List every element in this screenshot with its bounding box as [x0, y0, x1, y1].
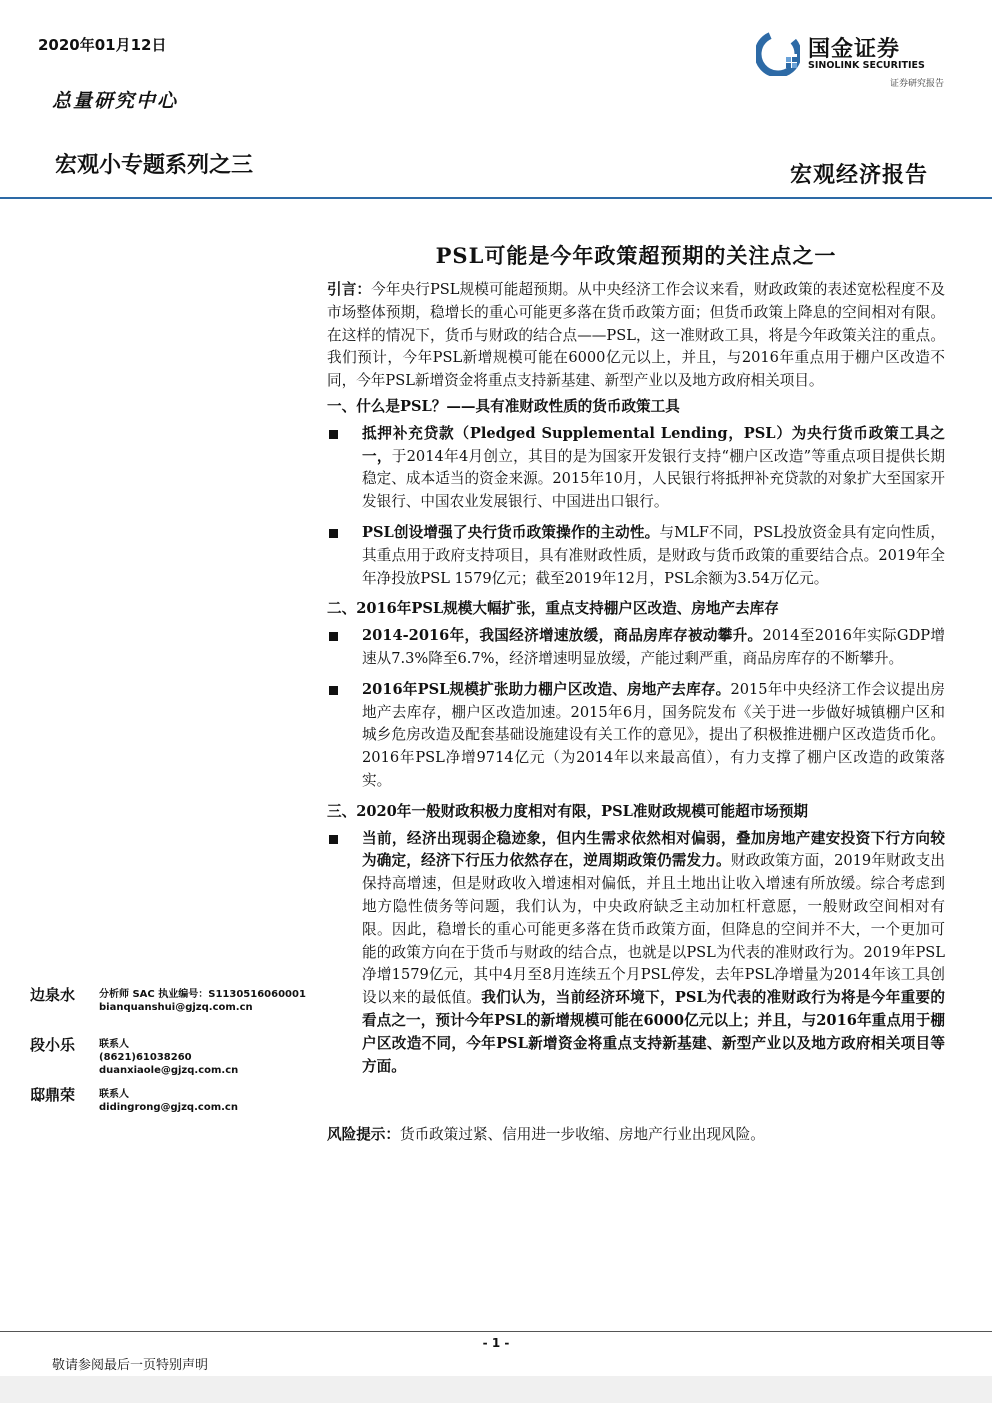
- bullet-item: [327, 522, 945, 590]
- bullet-lead: PSL创设增强了央行货币政策操作的主动性。: [362, 523, 660, 541]
- report-body: [327, 279, 945, 1147]
- analyst-phone: (8621)61038260: [99, 1052, 192, 1063]
- bullet-item: [327, 679, 945, 793]
- bullet-lead: 抵押补充贷款（Pledged Supplemental Lending，PSL）为央行货币政策工具之一，: [362, 424, 945, 465]
- bullet-lead: 2014-2016年，我国经济增速放缓，商品房库存被动攀升。: [362, 627, 763, 645]
- risk-label: 风险提示：: [327, 1126, 400, 1144]
- bullet-text: 2015年中央经济工作会议提出房地产去库存，棚户区改造加速。2015年6月，国务院发布《关于进一步做好城镇棚户区和城乡危房改造及配套基础设施建设有关工作的意见》，提出了积极推进棚户区改造货币化。2016年PSL净增9714亿元（为2014年以来最高值），有力支撑了棚户区改造的政策落实。: [362, 680, 945, 789]
- analyst-panel: [30, 984, 320, 1134]
- analyst-card: [30, 984, 320, 1028]
- bullet-text: 与MLF不同，PSL投放资金具有定向性质，其重点用于政府支持项目，具有准财政性质，是财政与货币政策的重要结合点。2019年全年净投放PSL 1579亿元；截至2019年12月，PSL余额为3.54万亿元。: [362, 523, 945, 587]
- intro-text: 今年央行PSL规模可能超预期。从中央经济工作会议来看，财政政策的表述宽松程度不及市场整体预期，稳增长的重心可能更多落在货币政策方面；但货币政策上降息的空间相对有限。在这样的情况下，货币与财政的结合点——PSL，这一准财政工具，将是今年政策关注的重点。我们预计，今年PSL新增规模可能在6000亿元以上，并且，与2016年重点用于棚户区改造不同，今年PSL新增资金将重点支持新基建、新型产业以及地方政府相关项目。: [327, 281, 945, 390]
- bullet-text: 于2014年4月创立，其目的是为国家开发银行支持“棚户区改造”等重点项目提供长期稳定、成本适当的资金来源。2015年10月，人民银行将抵押补充贷款的对象扩大至国家开发银行、中国农业发展银行、中国进出口银行。: [362, 447, 945, 511]
- analyst-name: 边泉水: [30, 986, 76, 1004]
- section-heading: 一、什么是PSL？——具有准财政性质的货币政策工具: [327, 397, 680, 415]
- report-date: 2020年01月12日: [38, 36, 167, 54]
- square-bullet-icon: [329, 632, 338, 641]
- page-number: - 1 -: [482, 1336, 510, 1350]
- analyst-info: [99, 988, 306, 1014]
- bullet-item: [327, 625, 945, 671]
- risk-warning: [327, 1124, 945, 1147]
- bullet-item: [327, 828, 945, 1079]
- analyst-card: [30, 1034, 320, 1078]
- bullet-lead: 当前，经济出现弱企稳迹象，但内生需求依然相对偏弱，叠加房地产建安投资下行方向较为确定，经济下行压力依然存在，逆周期政策仍需发力。: [362, 829, 945, 870]
- header-divider: [0, 197, 992, 199]
- section-heading: 三、2020年一般财政积极力度相对有限，PSL准财政规模可能超市场预期: [327, 802, 809, 820]
- company-logo: [756, 30, 946, 90]
- analyst-email: bianquanshui@gjzq.com.cn: [99, 1002, 253, 1013]
- footer-disclaimer: 敬请参阅最后一页特别声明: [52, 1358, 209, 1373]
- analyst-info: [99, 1088, 238, 1114]
- bullet-item: [327, 423, 945, 514]
- bullet-conclusion: 我们认为，当前经济环境下，PSL为代表的准财政行为将是今年重要的看点之一，: [362, 989, 945, 1029]
- risk-text: 货币政策过紧、信用进一步收缩、房地产行业出现风险。: [399, 1126, 765, 1144]
- bullet-forecast: 预计今年PSL的新增规模可能在6000亿元以上；并且，与2016年重点用于棚户区改造不同，今年PSL新增资金将重点支持新基建、新型产业以及地方政府相关项目等方面。: [362, 1011, 945, 1075]
- sinolink-logo-icon: [756, 32, 800, 76]
- bullet-text: 财政政策方面，2019年财政支出保持高增速，但是财政收入增速相对偏低，并且土地出让收入增速有所放缓。综合考虑到地方隐性债务等问题，我们认为，中央政府缺乏主动加杠杆意愿，一般财政空间相对有限。因此，稳增长的重心可能更多落在货币政策方面，但降息的空间并不大，一个更加可能的政策方向在于货币与财政的结合点，也就是以PSL为代表的准财政行为。2019年PSL净增1579亿元，其中4月至8月连续五个月PSL停发，去年PSL净增量为2014年该工具创设以来的最低值。: [362, 852, 945, 1007]
- square-bullet-icon: [329, 686, 338, 695]
- logo-english-name: SINOLINK SECURITIES: [808, 60, 925, 71]
- analyst-role: 联系人: [99, 1039, 129, 1050]
- report-type: 宏观经济报告: [789, 162, 928, 188]
- section-heading: 二、2016年PSL规模大幅扩张，重点支持棚户区改造、房地产去库存: [327, 600, 779, 618]
- analyst-info: [99, 1038, 238, 1077]
- analyst-role: 分析师 SAC 执业编号：S1130516060001: [99, 989, 306, 1000]
- bullet-text: 2014至2016年实际GDP增速从7.3%降至6.7%，经济增速明显放缓，产能过剩严重，商品房库存的不断攀升。: [362, 627, 945, 667]
- analyst-card: [30, 1084, 320, 1128]
- series-title: 宏观小专题系列之三: [55, 153, 254, 178]
- logo-subtitle: 证券研究报告: [889, 79, 944, 89]
- footer-divider: [0, 1331, 992, 1332]
- analyst-name: 段小乐: [30, 1036, 76, 1054]
- logo-chinese-name: 国金证券: [808, 37, 901, 62]
- square-bullet-icon: [329, 835, 338, 844]
- bottom-band: [0, 1376, 992, 1403]
- square-bullet-icon: [329, 430, 338, 439]
- document-title: PSL可能是今年政策超预期的关注点之一: [435, 243, 837, 268]
- research-center: 总量研究中心: [52, 90, 179, 112]
- bullet-lead: 2016年PSL规模扩张助力棚户区改造、房地产去库存。: [362, 680, 731, 698]
- analyst-name: 邸鼎荣: [30, 1086, 76, 1104]
- intro-paragraph: [327, 279, 945, 393]
- intro-label: 引言：: [327, 281, 372, 298]
- analyst-role: 联系人: [99, 1089, 129, 1100]
- analyst-email: duanxiaole@gjzq.com.cn: [99, 1065, 239, 1076]
- square-bullet-icon: [329, 529, 338, 538]
- analyst-email: didingrong@gjzq.com.cn: [99, 1102, 238, 1113]
